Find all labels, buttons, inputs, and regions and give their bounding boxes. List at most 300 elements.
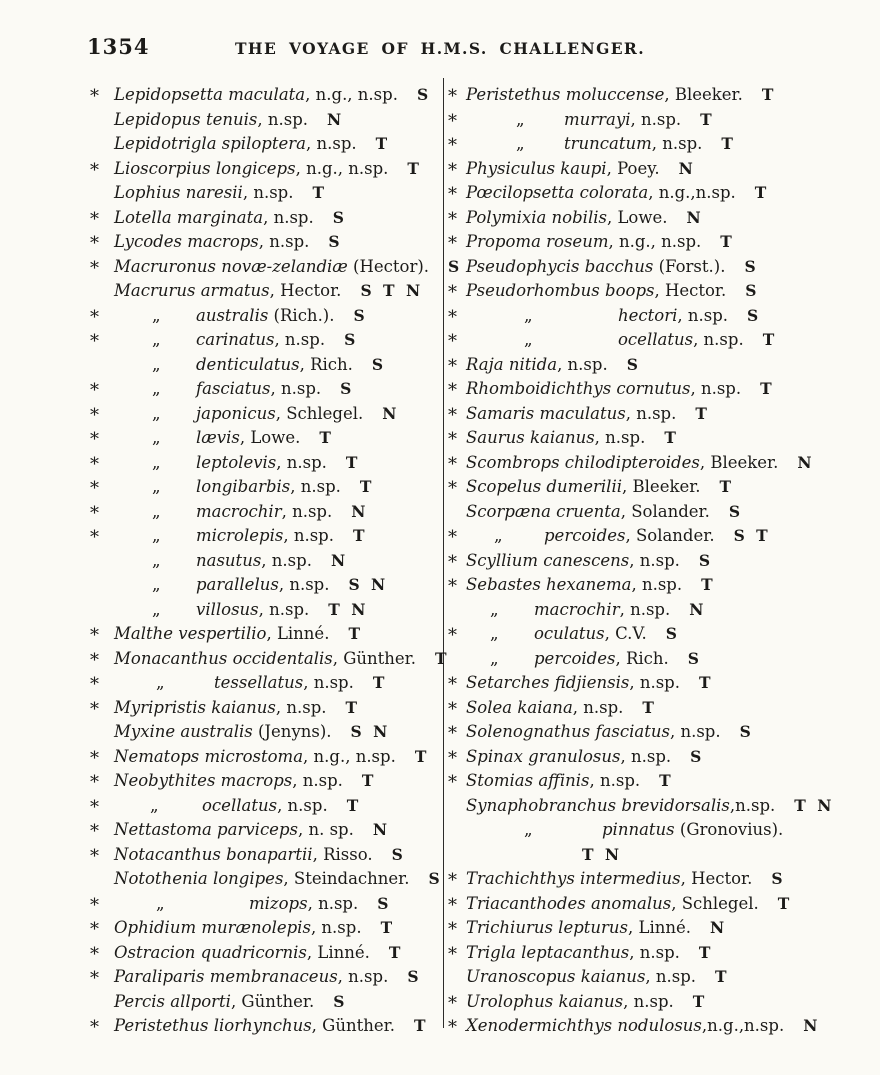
station-codes: S bbox=[626, 354, 639, 374]
species-entry bbox=[90, 500, 442, 525]
species-authority: , n.sp. bbox=[651, 134, 703, 153]
species-name: Sebastes hexanema bbox=[466, 575, 632, 594]
species-entry bbox=[448, 720, 878, 745]
new-species-asterisk bbox=[90, 183, 114, 208]
species-entry bbox=[448, 524, 878, 549]
new-species-asterisk bbox=[90, 355, 114, 380]
station-codes: T bbox=[777, 893, 791, 913]
station-codes: S bbox=[448, 256, 461, 276]
species-text bbox=[466, 402, 878, 427]
species-text bbox=[466, 255, 878, 280]
species-entry bbox=[448, 818, 878, 843]
station-codes: T bbox=[319, 428, 332, 447]
species-name: Lycodes macrops bbox=[114, 232, 259, 251]
species-entry bbox=[90, 671, 442, 696]
species-text bbox=[466, 328, 878, 353]
station-codes: T bbox=[695, 403, 708, 423]
station-codes: S bbox=[332, 207, 345, 227]
species-entry bbox=[448, 206, 878, 231]
species-authority: , n.sp. bbox=[594, 428, 646, 447]
species-text bbox=[114, 647, 448, 672]
species-authority: , Rich. bbox=[299, 354, 353, 374]
species-name: oculatus bbox=[534, 624, 605, 643]
species-entry bbox=[448, 622, 878, 647]
species-text bbox=[114, 892, 442, 917]
species-entry bbox=[90, 1014, 442, 1039]
new-species-asterisk: * bbox=[90, 404, 99, 426]
new-species-asterisk bbox=[90, 110, 114, 135]
species-text bbox=[466, 916, 878, 941]
species-text bbox=[114, 598, 442, 623]
new-species-asterisk: * bbox=[90, 86, 99, 107]
new-species-asterisk bbox=[90, 551, 114, 576]
species-name: Urolophus kaianus bbox=[466, 991, 624, 1011]
station-codes: T bbox=[701, 575, 714, 594]
species-text bbox=[466, 647, 878, 672]
station-codes: N bbox=[678, 158, 694, 178]
ditto-mark: „ bbox=[516, 109, 525, 129]
species-name: Peristethus liorhynchus bbox=[114, 1016, 312, 1035]
species-text bbox=[466, 549, 878, 574]
station-codes: T bbox=[407, 158, 420, 178]
species-text bbox=[466, 524, 878, 549]
species-text bbox=[466, 843, 878, 868]
new-species-asterisk: * bbox=[90, 502, 99, 524]
ditto-mark: „ bbox=[524, 330, 533, 349]
species-name: Saurus kaianus bbox=[466, 428, 595, 447]
ditto-mark: „ bbox=[490, 648, 499, 668]
species-entry bbox=[90, 524, 442, 549]
new-species-asterisk: * bbox=[448, 110, 457, 132]
species-name: macrochir bbox=[196, 501, 282, 521]
ditto-mark: „ bbox=[490, 599, 499, 619]
species-entry bbox=[90, 720, 442, 745]
new-species-asterisk bbox=[448, 845, 466, 870]
species-entry bbox=[90, 377, 442, 402]
species-authority: , n.sp. bbox=[257, 109, 308, 129]
species-name: tessellatus bbox=[214, 673, 304, 692]
species-authority: , n.sp. bbox=[690, 379, 742, 398]
species-authority: , n.sp. bbox=[270, 379, 322, 398]
species-authority: , Poey. bbox=[606, 158, 660, 178]
station-codes: S bbox=[407, 967, 420, 986]
species-name: Synaphobranchus brevidorsalis bbox=[466, 795, 730, 815]
species-name: pinnatus bbox=[602, 820, 675, 839]
species-text bbox=[114, 867, 442, 892]
species-authority: , Linné. bbox=[306, 942, 370, 962]
species-text bbox=[114, 965, 442, 990]
species-entry bbox=[90, 304, 442, 329]
species-name: denticulatus bbox=[196, 354, 300, 374]
station-codes: T bbox=[659, 771, 672, 790]
species-authority: , Linné. bbox=[266, 624, 330, 643]
station-codes: S bbox=[391, 844, 404, 864]
new-species-asterisk: * bbox=[90, 968, 99, 989]
species-entry bbox=[448, 132, 878, 157]
species-authority: , n.sp. bbox=[630, 109, 682, 129]
species-name: fasciatus bbox=[196, 379, 271, 398]
species-entry bbox=[448, 941, 878, 966]
station-codes: S bbox=[728, 501, 742, 521]
species-name: Trichiurus lepturus bbox=[466, 918, 629, 937]
species-text bbox=[466, 867, 878, 892]
species-authority: , n.sp. bbox=[283, 526, 334, 545]
station-codes: T bbox=[312, 183, 326, 202]
species-text bbox=[466, 377, 878, 402]
new-species-asterisk: * bbox=[448, 331, 457, 352]
species-authority: , n.sp. bbox=[276, 452, 327, 472]
species-entry bbox=[448, 867, 878, 892]
species-name: murrayi bbox=[564, 109, 631, 129]
species-text bbox=[114, 769, 442, 794]
species-text bbox=[466, 818, 878, 843]
new-species-asterisk: * bbox=[448, 355, 457, 377]
species-authority: , Risso. bbox=[312, 844, 373, 864]
ditto-mark: „ bbox=[152, 501, 161, 521]
ditto-mark: „ bbox=[152, 305, 161, 325]
species-text bbox=[466, 990, 878, 1015]
ditto-mark: „ bbox=[152, 379, 161, 398]
ditto-mark: „ bbox=[152, 550, 161, 570]
station-codes: T bbox=[642, 697, 655, 717]
station-codes: T bbox=[761, 85, 775, 104]
species-text bbox=[114, 255, 460, 280]
station-codes: S bbox=[687, 648, 700, 668]
station-codes: T bbox=[413, 1016, 427, 1035]
station-codes: N bbox=[330, 550, 347, 570]
species-name: carinatus bbox=[196, 330, 275, 349]
ditto-mark: „ bbox=[516, 134, 525, 153]
species-text bbox=[466, 108, 878, 133]
station-codes: S bbox=[690, 746, 703, 766]
new-species-asterisk: * bbox=[448, 992, 457, 1014]
new-species-asterisk: * bbox=[90, 919, 99, 940]
species-authority: , Hector. bbox=[680, 869, 753, 888]
species-name: Ostracion quadricornis bbox=[114, 942, 307, 962]
species-authority: , Schlegel. bbox=[275, 403, 364, 423]
species-text bbox=[114, 426, 442, 451]
species-name: Raja nitida bbox=[466, 354, 558, 374]
species-authority: , n.sp. bbox=[307, 893, 359, 913]
species-list-left bbox=[90, 83, 461, 1039]
species-authority: , n.sp. bbox=[290, 477, 341, 496]
new-species-asterisk: * bbox=[90, 257, 99, 279]
species-text bbox=[114, 353, 442, 378]
new-species-asterisk: * bbox=[90, 380, 99, 401]
species-authority: , n.sp. bbox=[623, 991, 674, 1011]
species-entry bbox=[90, 426, 442, 451]
ditto-mark: „ bbox=[152, 428, 161, 447]
species-name: mizops bbox=[249, 893, 308, 913]
species-authority: , n.sp. bbox=[275, 697, 327, 717]
species-authority: , n.sp. bbox=[620, 746, 672, 766]
species-text bbox=[466, 769, 878, 794]
species-name: japonicus bbox=[196, 403, 276, 423]
species-text bbox=[114, 132, 442, 157]
species-entry bbox=[90, 402, 442, 427]
species-entry bbox=[90, 279, 442, 304]
species-entry bbox=[448, 475, 878, 500]
species-entry bbox=[448, 279, 878, 304]
station-codes: T N bbox=[582, 844, 621, 864]
species-name: Macruronus novæ-zelandiæ bbox=[114, 256, 348, 276]
species-entry bbox=[90, 328, 442, 353]
new-species-asterisk: * bbox=[448, 1017, 457, 1038]
species-name: Trigla leptacanthus bbox=[466, 942, 630, 962]
species-entry bbox=[90, 451, 442, 476]
species-authority: , Günther. bbox=[230, 991, 315, 1011]
species-authority: (Rich.). bbox=[268, 305, 335, 325]
species-authority: , n.sp. bbox=[677, 305, 729, 325]
species-text bbox=[114, 279, 442, 304]
station-codes: T bbox=[346, 795, 360, 815]
species-name: Paraliparis membranaceus bbox=[114, 967, 338, 986]
species-authority: , n.sp. bbox=[629, 550, 680, 570]
station-codes: T bbox=[760, 379, 773, 398]
station-codes: S N bbox=[350, 722, 389, 741]
species-text bbox=[114, 402, 442, 427]
species-text bbox=[466, 941, 878, 966]
station-codes: S bbox=[771, 869, 784, 888]
species-name: hectori bbox=[618, 305, 678, 325]
species-entry bbox=[90, 818, 442, 843]
species-name: Monacanthus occidentalis bbox=[114, 648, 333, 668]
species-entry bbox=[448, 426, 878, 451]
species-authority: , Lowe. bbox=[239, 428, 301, 447]
species-name: ocellatus bbox=[202, 795, 278, 815]
species-name: leptolevis bbox=[196, 452, 277, 472]
ditto-mark: „ bbox=[490, 624, 499, 643]
species-authority: , Bleeker. bbox=[664, 85, 743, 104]
species-text bbox=[114, 475, 442, 500]
species-text bbox=[466, 892, 878, 917]
species-text bbox=[114, 206, 442, 231]
station-codes: N bbox=[710, 918, 726, 937]
species-authority: , Hector. bbox=[654, 281, 727, 300]
species-entry bbox=[448, 965, 878, 990]
species-entry bbox=[90, 475, 442, 500]
species-text bbox=[114, 573, 442, 598]
species-text bbox=[114, 818, 442, 843]
species-entry bbox=[90, 965, 442, 990]
species-authority: , Solander. bbox=[625, 526, 715, 545]
species-authority: (Forst.). bbox=[653, 256, 726, 276]
species-authority: , n.sp. bbox=[645, 967, 697, 986]
new-species-asterisk: * bbox=[90, 894, 99, 916]
station-codes: T bbox=[435, 648, 448, 668]
new-species-asterisk: * bbox=[448, 772, 457, 793]
species-name: truncatum bbox=[564, 134, 652, 153]
species-authority: , n.sp. bbox=[589, 771, 641, 790]
species-text bbox=[114, 671, 442, 696]
new-species-asterisk: * bbox=[448, 894, 457, 916]
species-entry bbox=[90, 769, 442, 794]
species-name: Nettastoma parviceps bbox=[114, 820, 298, 839]
station-codes: S bbox=[353, 305, 366, 325]
species-entry bbox=[90, 108, 442, 133]
new-species-asterisk: * bbox=[90, 747, 99, 769]
new-species-asterisk bbox=[90, 600, 114, 625]
species-authority: , n.sp. bbox=[629, 942, 680, 962]
species-name: Lotella marginata bbox=[114, 207, 264, 227]
new-species-asterisk bbox=[448, 796, 466, 821]
station-codes: T bbox=[375, 134, 389, 153]
station-codes: T bbox=[414, 746, 428, 766]
species-name: Nematops microstoma bbox=[114, 746, 304, 766]
species-entry bbox=[448, 402, 878, 427]
species-text bbox=[466, 671, 878, 696]
species-text bbox=[114, 916, 442, 941]
new-species-asterisk: * bbox=[90, 1017, 99, 1038]
species-authority: , n.sp. bbox=[258, 599, 310, 619]
species-entry bbox=[90, 916, 442, 941]
species-entry bbox=[448, 230, 878, 255]
new-species-asterisk: * bbox=[90, 674, 99, 695]
species-text bbox=[466, 279, 878, 304]
species-authority: , n.sp. bbox=[274, 330, 326, 349]
station-codes: T bbox=[359, 477, 373, 496]
station-codes: T bbox=[692, 991, 706, 1011]
species-entry bbox=[448, 328, 878, 353]
ditto-mark: „ bbox=[156, 673, 165, 692]
station-codes: T bbox=[698, 673, 712, 692]
station-codes: T bbox=[345, 697, 359, 717]
species-authority: , Schlegel. bbox=[671, 893, 759, 913]
species-name: australis bbox=[196, 305, 269, 325]
species-name: Setarches fidjiensis bbox=[466, 673, 630, 692]
species-entry bbox=[448, 990, 878, 1015]
species-text bbox=[114, 230, 442, 255]
ditto-mark: „ bbox=[152, 452, 161, 472]
species-name: villosus bbox=[196, 599, 259, 619]
station-codes: S bbox=[739, 722, 752, 741]
ditto-mark: „ bbox=[152, 330, 161, 349]
species-name: Notacanthus bonapartii bbox=[114, 844, 313, 864]
species-authority: , n.sp. bbox=[242, 183, 294, 202]
species-entry bbox=[90, 794, 442, 819]
species-entry bbox=[448, 1014, 878, 1039]
species-name: nasutus bbox=[196, 550, 262, 570]
species-name: percoides bbox=[534, 648, 616, 668]
new-species-asterisk bbox=[90, 722, 114, 747]
species-entry bbox=[448, 500, 878, 525]
species-authority: , Günther. bbox=[332, 648, 416, 668]
species-name: lævis bbox=[196, 428, 240, 447]
species-authority: , n.sp. bbox=[305, 134, 357, 153]
species-text bbox=[466, 353, 878, 378]
species-entry bbox=[90, 622, 442, 647]
new-species-asterisk: * bbox=[90, 943, 99, 965]
new-species-asterisk: * bbox=[90, 698, 99, 720]
species-text bbox=[114, 377, 442, 402]
species-text bbox=[466, 573, 878, 598]
species-entry bbox=[90, 990, 442, 1015]
new-species-asterisk: * bbox=[448, 159, 457, 181]
species-name: longibarbis bbox=[196, 477, 291, 496]
species-name: microlepis bbox=[196, 526, 284, 545]
station-codes: T N bbox=[328, 599, 367, 619]
species-authority: , n.sp. bbox=[277, 795, 328, 815]
species-authority: , n.g., n.sp. bbox=[303, 746, 396, 766]
species-name: parallelus bbox=[196, 575, 279, 594]
species-text bbox=[466, 181, 878, 206]
species-entry bbox=[90, 157, 442, 182]
new-species-asterisk: * bbox=[448, 429, 457, 450]
station-codes: S bbox=[371, 354, 385, 374]
species-text bbox=[466, 132, 878, 157]
species-entry bbox=[448, 843, 878, 868]
new-species-asterisk: * bbox=[90, 649, 99, 671]
station-codes: S bbox=[698, 550, 712, 570]
species-authority: , Steindachner. bbox=[283, 869, 410, 888]
new-species-asterisk: * bbox=[448, 135, 457, 156]
ditto-mark: „ bbox=[150, 795, 159, 815]
species-text bbox=[114, 941, 442, 966]
species-name: percoides bbox=[544, 526, 626, 545]
species-entry bbox=[90, 255, 461, 280]
species-entry bbox=[448, 598, 878, 623]
species-text bbox=[114, 304, 442, 329]
new-species-asterisk: * bbox=[448, 870, 457, 891]
species-entry bbox=[90, 230, 442, 255]
species-entry bbox=[448, 181, 878, 206]
station-codes: T bbox=[348, 624, 361, 643]
species-text bbox=[114, 720, 442, 745]
station-codes: T bbox=[698, 942, 712, 962]
species-entry bbox=[90, 941, 442, 966]
new-species-asterisk: * bbox=[448, 527, 457, 548]
species-authority: , n.g.,n.sp. bbox=[648, 183, 736, 202]
station-codes: T bbox=[380, 918, 394, 937]
species-name: Lophius naresii bbox=[114, 183, 243, 202]
station-codes: S bbox=[344, 330, 357, 349]
species-authority: , n.sp. bbox=[693, 330, 744, 349]
species-entry bbox=[448, 157, 878, 182]
species-text bbox=[466, 965, 878, 990]
species-text bbox=[466, 304, 878, 329]
species-authority: , n.sp. bbox=[619, 599, 671, 619]
new-species-asterisk: * bbox=[448, 208, 457, 230]
species-entry bbox=[448, 255, 878, 280]
station-codes: N bbox=[689, 599, 705, 619]
station-codes: T bbox=[345, 452, 359, 472]
new-species-asterisk: * bbox=[448, 919, 457, 940]
species-name: Scopelus dumerilii bbox=[466, 477, 623, 496]
species-entry bbox=[448, 647, 878, 672]
ditto-mark: „ bbox=[152, 403, 161, 423]
species-authority: , n.sp. bbox=[258, 232, 310, 251]
species-authority: , n.sp. bbox=[629, 673, 680, 692]
station-codes: S bbox=[744, 256, 757, 276]
species-entry bbox=[448, 892, 878, 917]
new-species-asterisk: * bbox=[448, 86, 457, 107]
species-entry bbox=[448, 353, 878, 378]
new-species-asterisk bbox=[90, 992, 114, 1017]
species-authority: , n.sp. bbox=[557, 354, 608, 374]
species-text bbox=[114, 745, 442, 770]
species-entry bbox=[448, 671, 878, 696]
species-entry bbox=[448, 573, 878, 598]
species-authority: , n. sp. bbox=[297, 820, 354, 839]
ditto-mark: „ bbox=[152, 599, 161, 619]
station-codes: N bbox=[797, 452, 813, 472]
new-species-asterisk: * bbox=[90, 159, 99, 181]
species-name: Triacanthodes anomalus bbox=[466, 893, 672, 913]
new-species-asterisk: * bbox=[90, 527, 99, 548]
species-name: Lepidotrigla spiloptera bbox=[114, 134, 306, 153]
species-authority: , n.sp. bbox=[337, 967, 389, 986]
species-name: Neobythites macrops bbox=[114, 771, 293, 790]
